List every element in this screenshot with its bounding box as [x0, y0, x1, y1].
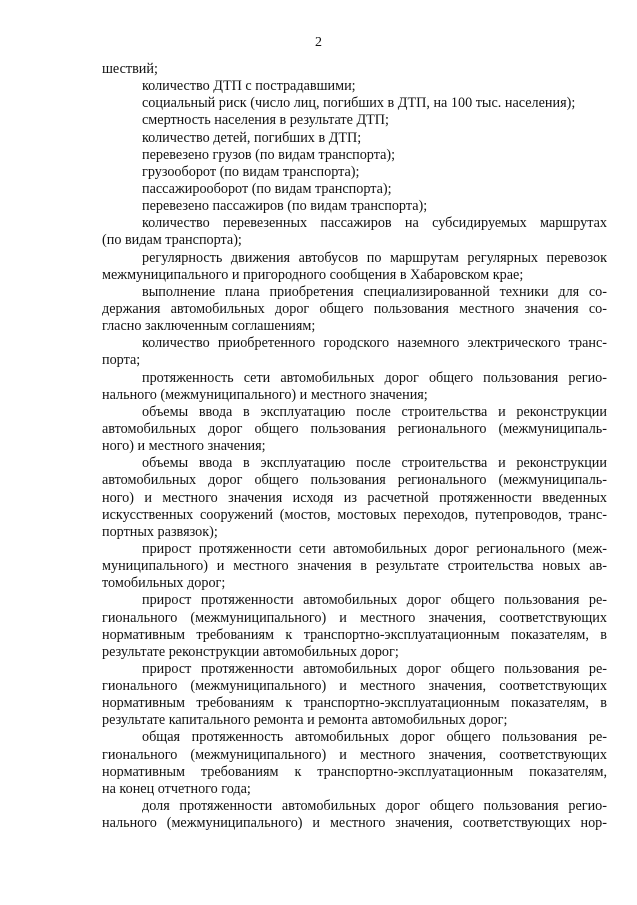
text-line: нального (межмуниципального) и местного значения;	[102, 386, 428, 403]
text-line: ного) и местного значения;	[102, 438, 266, 455]
text-line: держания автомобильных дорог общего пользования местного значения со-	[102, 300, 607, 317]
text-line: регулярность движения автобусов по маршрутам регулярных перевозок	[142, 249, 607, 266]
text-line: на конец отчетного года;	[102, 780, 251, 797]
text-line: ного) и местного значения исходя из расчетной протяженности введенных	[102, 489, 607, 506]
text-line: (по видам транспорта);	[102, 232, 242, 249]
text-line: портных развязок);	[102, 523, 218, 540]
text-line: перевезено грузов (по видам транспорта);	[142, 146, 396, 163]
text-line: выполнение плана приобретения специализированной техники для со-	[142, 283, 607, 300]
text-line: количество приобретенного городского наземного электрического транс-	[142, 335, 607, 352]
text-line: прирост протяженности автомобильных дорог общего пользования ре-	[142, 592, 607, 609]
text-line: искусственных сооружений (мостов, мостовых переходов, путепроводов, транс-	[102, 506, 607, 523]
text-line: шествий;	[102, 61, 158, 77]
text-line: прирост протяженности сети автомобильных дорог регионального (меж-	[142, 540, 607, 557]
text-line: нормативным требованиям к транспортно-эксплуатационным показателям, в	[102, 626, 607, 643]
text-line: гионального (межмуниципального) и местного значения, соответствующих	[102, 609, 607, 626]
text-line: нального (межмуниципального) и местного значения, соответствующих нор-	[102, 815, 607, 832]
text-line: смертность населения в результате ДТП;	[142, 112, 389, 129]
text-line: доля протяженности автомобильных дорог общего пользования регио-	[142, 798, 607, 815]
text-line: протяженность сети автомобильных дорог общего пользования регио-	[142, 369, 607, 386]
text-line: прирост протяженности автомобильных дорог общего пользования ре-	[142, 660, 607, 677]
text-line: гионального (межмуниципального) и местного значения, соответствующих	[102, 746, 607, 763]
text-line: пассажирооборот (по видам транспорта);	[142, 180, 392, 197]
text-line: перевезено пассажиров (по видам транспорта);	[142, 198, 428, 215]
text-line: результате капитального ремонта и ремонта автомобильных дорог;	[102, 712, 508, 729]
text-line: количество детей, погибших в ДТП;	[142, 129, 362, 146]
text-line: нормативным требованиям к транспортно-эксплуатационным показателям,	[102, 763, 607, 780]
text-line: объемы ввода в эксплуатацию после строительства и реконструкции	[142, 455, 607, 472]
text-line: социальный риск (число лиц, погибших в ДТП, на 100 тыс. населения);	[142, 95, 576, 112]
page-number: 2	[315, 35, 322, 50]
text-line: порта;	[102, 352, 141, 369]
text-line: гионального (межмуниципального) и местного значения, соответствующих	[102, 678, 607, 695]
text-line: гласно заключенным соглашениям;	[102, 318, 316, 335]
body-text	[102, 61, 607, 832]
text-line: муниципального) и местного значения в результате строительства новых ав-	[102, 558, 607, 575]
text-line: объемы ввода в эксплуатацию после строительства и реконструкции	[142, 403, 607, 420]
text-line: грузооборот (по видам транспорта);	[142, 163, 360, 180]
text-line: общая протяженность автомобильных дорог общего пользования ре-	[142, 729, 607, 746]
text-line: межмуниципального и пригородного сообщения в Хабаровском крае;	[102, 266, 524, 283]
text-line: автомобильных дорог общего пользования регионального (межмуниципаль-	[102, 472, 607, 489]
text-line: томобильных дорог;	[102, 575, 226, 592]
text-line: результате реконструкции автомобильных дорог;	[102, 643, 399, 660]
text-line: количество ДТП с пострадавшими;	[142, 78, 356, 95]
text-line: количество перевезенных пассажиров на субсидируемых маршрутах	[142, 215, 607, 232]
text-line: автомобильных дорог общего пользования регионального (межмуниципаль-	[102, 420, 607, 437]
text-line: нормативным требованиям к транспортно-эксплуатационным показателям, в	[102, 695, 607, 712]
